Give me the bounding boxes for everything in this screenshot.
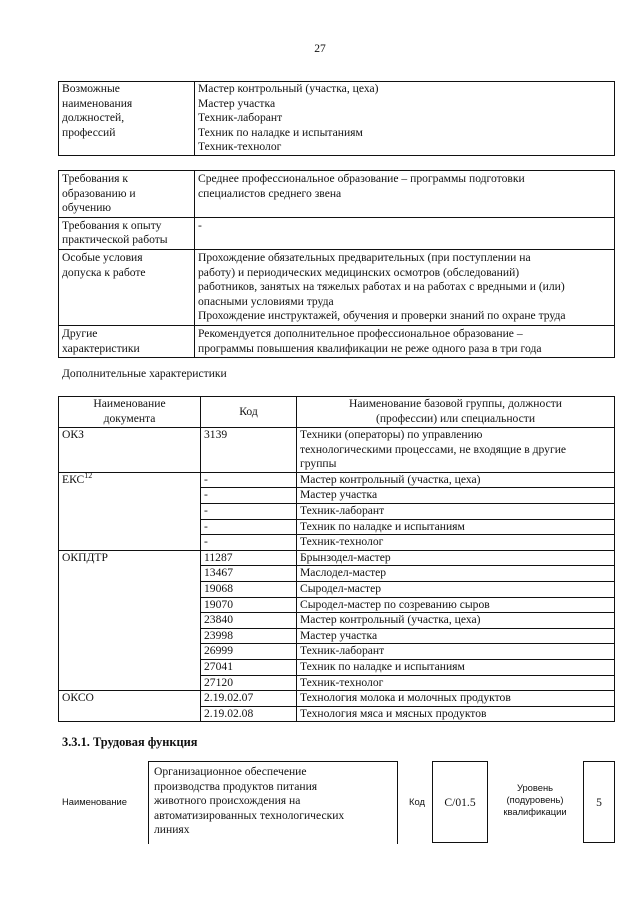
label-line: допуска к работе bbox=[62, 265, 146, 279]
qualification-level-label bbox=[496, 782, 574, 818]
table-row bbox=[59, 550, 615, 566]
labor-function-title: 3.3.1. Трудовая функция bbox=[62, 735, 198, 749]
code-cell: - bbox=[201, 503, 297, 519]
document-cell bbox=[59, 691, 201, 722]
value-line: Прохождение обязательных предварительных (при поступлении на bbox=[198, 250, 531, 264]
occupation-name-cell bbox=[297, 597, 615, 613]
title-item: Мастер участка bbox=[198, 96, 276, 110]
occupation-name-cell bbox=[297, 503, 615, 519]
document-cell bbox=[59, 472, 201, 550]
function-name-label: Наименование bbox=[62, 796, 127, 807]
level-label-line: квалификации bbox=[503, 806, 567, 817]
label-line: профессий bbox=[62, 125, 116, 139]
value-line: - bbox=[198, 218, 202, 232]
code-cell: 19068 bbox=[201, 581, 297, 597]
function-code-value: C/01.5 bbox=[444, 796, 476, 809]
occupation-name-cell bbox=[297, 644, 615, 660]
code-cell: 23998 bbox=[201, 628, 297, 644]
additional-characteristics-table bbox=[58, 396, 615, 722]
code-cell: 11287 bbox=[201, 550, 297, 566]
occupation-name-line: Технология молока и молочных продуктов bbox=[300, 691, 511, 705]
occupation-name-line: технологическими процессами, не входящие в другие bbox=[300, 442, 567, 456]
education-value bbox=[195, 171, 615, 218]
header-line: (профессии) или специальности bbox=[375, 411, 536, 425]
table-row bbox=[59, 472, 615, 488]
other-characteristics-value bbox=[195, 325, 615, 357]
code-cell: 2.19.02.08 bbox=[201, 706, 297, 722]
occupation-name-cell bbox=[297, 550, 615, 566]
occupation-name-line: группы bbox=[300, 457, 337, 471]
value-line: опасными условиями труда bbox=[198, 294, 334, 308]
document-name: ОКЗ bbox=[62, 428, 84, 441]
function-code-box bbox=[432, 761, 488, 843]
occupation-name-cell bbox=[297, 428, 615, 473]
occupation-name-cell bbox=[297, 519, 615, 535]
occupation-name-cell bbox=[297, 659, 615, 675]
occupation-name-line: Техники (операторы) по управлению bbox=[300, 428, 483, 441]
function-name-line: производства продуктов питания bbox=[154, 779, 318, 793]
code-cell: 19070 bbox=[201, 597, 297, 613]
title-item: Техник-технолог bbox=[198, 140, 282, 154]
label-line: Особые условия bbox=[62, 250, 143, 264]
qualification-level-value: 5 bbox=[596, 796, 602, 809]
title-item: Техник-лаборант bbox=[198, 111, 283, 125]
occupation-name-cell bbox=[297, 675, 615, 691]
occupation-name-line: Техник по наладке и испытаниям bbox=[300, 519, 465, 533]
document-name: ОКПДТР bbox=[62, 550, 108, 564]
occupation-name-cell bbox=[297, 535, 615, 551]
possible-titles-table bbox=[58, 81, 615, 156]
code-cell: 23840 bbox=[201, 613, 297, 629]
code-cell: 2.19.02.07 bbox=[201, 691, 297, 707]
header-document bbox=[59, 397, 201, 428]
document-cell bbox=[59, 550, 201, 690]
label-line: Требования к bbox=[62, 172, 129, 185]
header-name bbox=[297, 397, 615, 428]
occupation-name-cell bbox=[297, 691, 615, 707]
function-name-line: Организационное обеспечение bbox=[154, 765, 307, 778]
occupation-name-cell bbox=[297, 613, 615, 629]
occupation-name-line: Сыродел-мастер по созреванию сыров bbox=[300, 597, 490, 611]
label-line: обучению bbox=[62, 201, 112, 215]
occupation-name-line: Техник-технолог bbox=[300, 535, 384, 549]
education-label bbox=[59, 171, 195, 218]
header-code: Код bbox=[201, 397, 297, 428]
occupation-name-line: Мастер контрольный (участка, цеха) bbox=[300, 472, 481, 486]
admission-conditions-label bbox=[59, 249, 195, 325]
title-item: Техник по наладке и испытаниям bbox=[198, 125, 363, 139]
additional-characteristics-body bbox=[59, 428, 615, 722]
function-name-line: животного происхождения на bbox=[154, 794, 301, 808]
occupation-name-cell bbox=[297, 488, 615, 504]
label-line: образованию и bbox=[62, 186, 136, 200]
occupation-name-cell bbox=[297, 472, 615, 488]
label-line: Другие bbox=[62, 326, 98, 340]
label-line: Возможные bbox=[62, 82, 120, 95]
label-line: должностей, bbox=[62, 111, 125, 125]
value-line: работу) и периодических медицинских осмотров (обследований) bbox=[198, 265, 520, 279]
qualification-level-box bbox=[583, 761, 615, 843]
header-line: Наименование bbox=[93, 397, 166, 410]
occupation-name-line: Сыродел-мастер bbox=[300, 581, 382, 595]
occupation-name-cell bbox=[297, 628, 615, 644]
function-name-line: автоматизированных технологических bbox=[154, 808, 345, 822]
occupation-name-line: Брынзодел-мастер bbox=[300, 550, 391, 564]
value-line: программы повышения квалификации не реже одного раза в три года bbox=[198, 341, 542, 355]
code-cell: 13467 bbox=[201, 566, 297, 582]
code-cell: 3139 bbox=[201, 428, 297, 473]
occupation-name-cell bbox=[297, 566, 615, 582]
occupation-name-line: Техник по наладке и испытаниям bbox=[300, 659, 465, 673]
additional-characteristics-heading: Дополнительные характеристики bbox=[62, 367, 227, 380]
document-name: ЕКС bbox=[62, 472, 85, 486]
function-code-label: Код bbox=[409, 796, 425, 807]
code-cell: 27120 bbox=[201, 675, 297, 691]
code-cell: - bbox=[201, 535, 297, 551]
value-line: специалистов среднего звена bbox=[198, 186, 342, 200]
other-characteristics-label bbox=[59, 325, 195, 357]
code-cell: - bbox=[201, 472, 297, 488]
function-name-line: линиях bbox=[154, 823, 190, 837]
experience-label bbox=[59, 217, 195, 249]
occupation-name-line: Маслодел-мастер bbox=[300, 566, 387, 580]
code-cell: - bbox=[201, 488, 297, 504]
requirements-table bbox=[58, 170, 615, 358]
label-line: Требования к опыту bbox=[62, 218, 162, 232]
value-line: Прохождение инструктажей, обучения и проверки знаний по охране труда bbox=[198, 309, 566, 323]
header-line: документа bbox=[103, 411, 156, 425]
value-line: Рекомендуется дополнительное профессиональное образование – bbox=[198, 326, 523, 340]
table-row bbox=[59, 691, 615, 707]
function-name-box bbox=[148, 761, 398, 844]
page-number: 27 bbox=[314, 42, 326, 55]
occupation-name-line: Техник-лаборант bbox=[300, 503, 385, 517]
level-label-line: (подуровень) bbox=[506, 794, 564, 805]
occupation-name-line: Техник-лаборант bbox=[300, 644, 385, 658]
level-label-line: Уровень bbox=[516, 782, 554, 793]
possible-titles-values bbox=[195, 82, 615, 156]
code-cell: 26999 bbox=[201, 644, 297, 660]
header-line: Наименование базовой группы, должности bbox=[348, 397, 562, 410]
value-line: работников, занятых на тяжелых работах и на работах с вредными и (или) bbox=[198, 280, 565, 294]
occupation-name-cell bbox=[297, 706, 615, 722]
occupation-name-line: Техник-технолог bbox=[300, 675, 384, 689]
label-line: наименования bbox=[62, 96, 133, 110]
document-cell bbox=[59, 428, 201, 473]
table-row bbox=[59, 428, 615, 473]
code-cell: - bbox=[201, 519, 297, 535]
occupation-name-cell bbox=[297, 581, 615, 597]
occupation-name-line: Технология мяса и мясных продуктов bbox=[300, 706, 487, 720]
occupation-name-line: Мастер участка bbox=[300, 628, 378, 642]
title-item: Мастер контрольный (участка, цеха) bbox=[198, 82, 379, 95]
label-line: практической работы bbox=[62, 233, 168, 247]
occupation-name-line: Мастер контрольный (участка, цеха) bbox=[300, 613, 481, 627]
value-line: Среднее профессиональное образование – программы подготовки bbox=[198, 172, 525, 185]
experience-value bbox=[195, 217, 615, 249]
document-name: ОКСО bbox=[62, 691, 94, 705]
admission-conditions-value bbox=[195, 249, 615, 325]
possible-titles-label bbox=[59, 82, 195, 156]
code-cell: 27041 bbox=[201, 659, 297, 675]
label-line: характеристики bbox=[62, 341, 140, 355]
occupation-name-line: Мастер участка bbox=[300, 488, 378, 502]
footnote-ref: 12 bbox=[84, 470, 93, 480]
